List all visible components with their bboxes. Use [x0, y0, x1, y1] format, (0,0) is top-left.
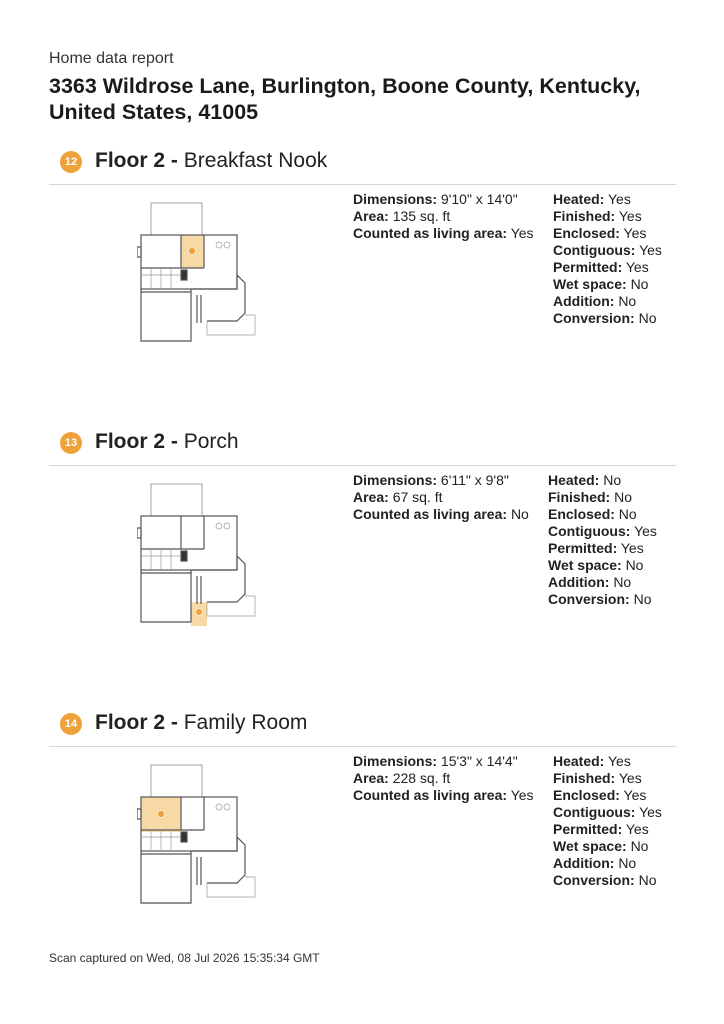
heated-value: No [603, 472, 622, 488]
title-separator: - [165, 711, 184, 734]
page-title: 3363 Wildrose Lane, Burlington, Boone County, Kentucky, United States, 41005 [49, 74, 641, 124]
enclosed-label: Enclosed: [548, 506, 615, 522]
section-title [95, 711, 307, 735]
room-number-badge: 13 [60, 432, 82, 454]
permitted-label: Permitted: [553, 821, 623, 837]
finished-label: Finished: [548, 489, 611, 505]
permitted-label: Permitted: [548, 540, 618, 556]
dimensions-value: 6'11" x 9'8" [440, 472, 509, 488]
title-separator: - [165, 149, 184, 172]
finished-value: Yes [618, 208, 642, 224]
room-section-porch [49, 428, 676, 688]
section-title [95, 430, 239, 454]
enclosed-value: Yes [623, 787, 647, 803]
addition-value: No [618, 293, 637, 309]
dimensions-label: Dimensions: [353, 191, 438, 207]
section-header [49, 147, 676, 177]
wet-space-value: No [630, 276, 649, 292]
details-column-size [353, 472, 529, 523]
heated-value: Yes [608, 753, 631, 769]
finished-value: Yes [618, 770, 642, 786]
wet-space-value: No [625, 557, 644, 573]
room-name: Porch [183, 430, 239, 453]
room-number-badge: 12 [60, 151, 82, 173]
contiguous-value: Yes [639, 242, 662, 258]
area-label: Area: [353, 208, 389, 224]
wet-space-value: No [630, 838, 649, 854]
finished-label: Finished: [553, 208, 616, 224]
addition-label: Addition: [553, 855, 615, 871]
wet-space-label: Wet space: [553, 276, 627, 292]
addition-label: Addition: [548, 574, 610, 590]
room-number-badge: 14 [60, 713, 82, 735]
divider [49, 465, 676, 466]
contiguous-label: Contiguous: [553, 804, 636, 820]
room-name: Breakfast Nook [183, 149, 328, 172]
contiguous-value: Yes [639, 804, 662, 820]
section-title [95, 149, 327, 173]
room-section-family-room [49, 709, 676, 969]
area-label: Area: [353, 489, 389, 505]
floor-plan-thumbnail [137, 757, 257, 907]
dimensions-label: Dimensions: [353, 753, 438, 769]
enclosed-label: Enclosed: [553, 787, 620, 803]
contiguous-label: Contiguous: [548, 523, 631, 539]
conversion-value: No [633, 591, 652, 607]
floor-plan-thumbnail [137, 476, 257, 626]
living-area-label: Counted as living area: [353, 787, 508, 803]
contiguous-label: Contiguous: [553, 242, 636, 258]
room-marker-icon [189, 248, 196, 255]
addition-label: Addition: [553, 293, 615, 309]
room-marker-icon [196, 609, 203, 616]
living-area-value: No [510, 506, 529, 522]
wet-space-label: Wet space: [553, 838, 627, 854]
conversion-label: Conversion: [553, 310, 635, 326]
living-area-label: Counted as living area: [353, 225, 508, 241]
enclosed-value: No [618, 506, 637, 522]
heated-label: Heated: [548, 472, 600, 488]
permitted-value: Yes [620, 540, 644, 556]
details-column-size [353, 191, 534, 242]
conversion-value: No [638, 310, 657, 326]
scan-timestamp: Scan captured on Wed, 08 Jul 2026 15:35:34 GMT [49, 951, 320, 965]
section-header [49, 428, 676, 458]
floor-plan-thumbnail [137, 195, 257, 345]
floor-label: Floor 2 [95, 149, 166, 172]
enclosed-value: Yes [623, 225, 647, 241]
details-column-attributes [548, 472, 657, 608]
area-value: 67 sq. ft [392, 489, 443, 505]
conversion-value: No [638, 872, 657, 888]
room-name: Family Room [183, 711, 308, 734]
details-column-size [353, 753, 534, 804]
contiguous-value: Yes [634, 523, 657, 539]
conversion-label: Conversion: [553, 872, 635, 888]
enclosed-label: Enclosed: [553, 225, 620, 241]
permitted-value: Yes [625, 259, 649, 275]
report-label: Home data report [49, 50, 174, 67]
section-header [49, 709, 676, 739]
wet-space-label: Wet space: [548, 557, 622, 573]
area-label: Area: [353, 770, 389, 786]
floor-label: Floor 2 [95, 430, 166, 453]
divider [49, 184, 676, 185]
living-area-label: Counted as living area: [353, 506, 508, 522]
title-separator: - [165, 430, 184, 453]
finished-value: No [614, 489, 633, 505]
living-area-value: Yes [510, 787, 534, 803]
living-area-value: Yes [510, 225, 534, 241]
heated-label: Heated: [553, 191, 605, 207]
dimensions-value: 9'10" x 14'0" [440, 191, 518, 207]
details-column-attributes [553, 191, 662, 327]
area-value: 228 sq. ft [392, 770, 451, 786]
permitted-label: Permitted: [553, 259, 623, 275]
addition-value: No [613, 574, 632, 590]
finished-label: Finished: [553, 770, 616, 786]
heated-label: Heated: [553, 753, 605, 769]
heated-value: Yes [608, 191, 631, 207]
addition-value: No [618, 855, 637, 871]
dimensions-label: Dimensions: [353, 472, 438, 488]
area-value: 135 sq. ft [392, 208, 451, 224]
room-marker-icon [158, 811, 165, 818]
permitted-value: Yes [625, 821, 649, 837]
floor-label: Floor 2 [95, 711, 166, 734]
divider [49, 746, 676, 747]
dimensions-value: 15'3" x 14'4" [440, 753, 518, 769]
room-section-breakfast-nook [49, 147, 676, 407]
details-column-attributes [553, 753, 662, 889]
conversion-label: Conversion: [548, 591, 630, 607]
